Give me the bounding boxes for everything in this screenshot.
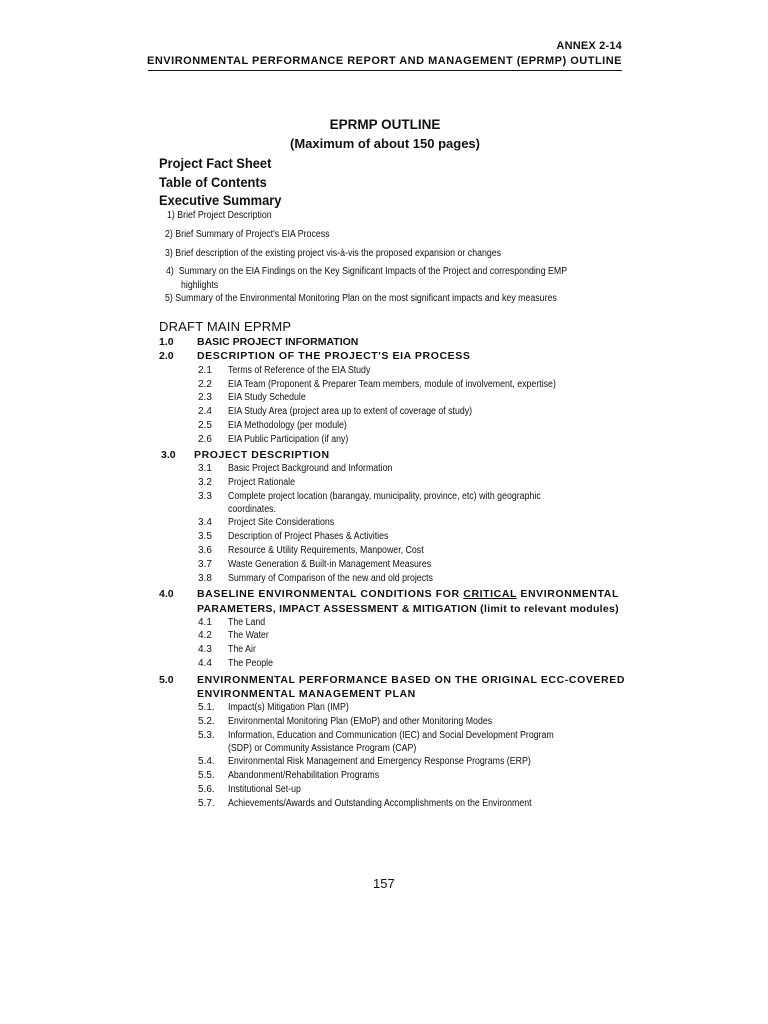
section-title: ENVIRONMENTAL PERFORMANCE BASED ON THE ORIGINAL ECC-COVERED [197,674,626,686]
subsection-text: Resource & Utility Requirements, Manpower, Cost [228,545,424,556]
subsection-text: Environmental Monitoring Plan (EMoP) and other Monitoring Modes [228,716,493,727]
subsection-text: The Air [228,644,256,655]
subsection-number: 3.5 [198,531,212,542]
list-item: 4) Summary on the EIA Findings on the Key Significant Impacts of the Project and corresponding EMP [166,266,568,277]
subsection-number: 5.6. [198,784,215,795]
subsection-text: Terms of Reference of the EIA Study [228,365,371,376]
subsection-text: Complete project location (barangay, municipality, province, etc) with geographic [228,491,541,502]
list-item: 1) Brief Project Description [167,210,272,221]
section-title: BASIC PROJECT INFORMATION [197,336,359,348]
section-number: 5.0 [159,674,174,686]
subsection-text: EIA Study Schedule [228,392,306,403]
section-number: 3.0 [161,449,176,461]
annex-label: ANNEX 2-14 [556,40,622,52]
section-title-continuation: PARAMETERS, IMPACT ASSESSMENT & MITIGATION (limit to relevant modules) [197,603,619,615]
subsection-number: 5.1. [198,702,215,713]
subsection-number: 2.1 [198,365,212,376]
list-item: 3) Brief description of the existing project vis-à-vis the proposed expansion or changes [165,248,502,259]
subsection-number: 5.4. [198,756,215,767]
subsection-text: EIA Study Area (project area up to extent of coverage of study) [228,406,473,417]
subsection-text: The People [228,658,274,669]
document-subtitle: (Maximum of about 150 pages) [290,136,480,151]
subsection-number: 5.5. [198,770,215,781]
header-title: ENVIRONMENTAL PERFORMANCE REPORT AND MANAGEMENT (EPRMP) OUTLINE [147,55,622,67]
section-title-continuation: ENVIRONMENTAL MANAGEMENT PLAN [197,688,416,700]
subsection-text: Achievements/Awards and Outstanding Accomplishments on the Environment [228,798,532,809]
header-rule [148,70,622,71]
subsection-number: 5.3. [198,730,215,741]
section-number: 4.0 [159,588,174,600]
subsection-number: 3.7 [198,559,212,570]
subsection-text: The Land [228,617,266,628]
subsection-number: 2.3 [198,392,212,403]
list-item: 2) Brief Summary of Project's EIA Process [165,229,330,240]
subsection-number: 4.2 [198,630,212,641]
subsection-number: 2.6 [198,434,212,445]
subsection-number: 2.2 [198,379,212,390]
heading-executive-summary: Executive Summary [159,192,282,208]
subsection-number: 3.8 [198,573,212,584]
subsection-text: Institutional Set-up [228,784,301,795]
subsection-continuation: (SDP) or Community Assistance Program (CAP) [228,743,417,754]
subsection-number: 3.2 [198,477,212,488]
subsection-text: Information, Education and Communication (IEC) and Social Development Program [228,730,554,741]
section-number: 2.0 [159,350,174,362]
subsection-number: 3.1 [198,463,212,474]
draft-main-heading: DRAFT MAIN EPRMP [159,319,292,334]
subsection-text: EIA Methodology (per module) [228,420,347,431]
subsection-number: 5.7. [198,798,215,809]
page-number: 157 [373,876,395,891]
subsection-number: 3.6 [198,545,212,556]
subsection-text: Environmental Risk Management and Emergency Response Programs (ERP) [228,756,531,767]
subsection-number: 3.3 [198,491,212,502]
section-title: PROJECT DESCRIPTION [194,449,330,461]
subsection-text: Basic Project Background and Information [228,463,393,474]
subsection-number: 5.2. [198,716,215,727]
subsection-text: Description of Project Phases & Activities [228,531,389,542]
heading-table-of-contents: Table of Contents [159,174,267,190]
subsection-text: EIA Team (Proponent & Preparer Team members, module of involvement, expertise) [228,379,556,390]
subsection-number: 4.4 [198,658,212,669]
subsection-text: Project Rationale [228,477,296,488]
subsection-number: 3.4 [198,517,212,528]
section-title: DESCRIPTION OF THE PROJECT'S EIA PROCESS [197,350,471,362]
subsection-text: Abandonment/Rehabilitation Programs [228,770,380,781]
subsection-number: 2.4 [198,406,212,417]
subsection-text: EIA Public Participation (if any) [228,434,349,445]
subsection-number: 2.5 [198,420,212,431]
subsection-number: 4.3 [198,644,212,655]
subsection-text: Summary of Comparison of the new and old projects [228,573,433,584]
heading-project-fact-sheet: Project Fact Sheet [159,155,272,171]
subsection-continuation: coordinates. [228,504,276,515]
document-title: EPRMP OUTLINE [329,117,441,132]
list-item-continuation: highlights [181,280,219,291]
subsection-text: Impact(s) Mitigation Plan (IMP) [228,702,349,713]
critical-underline: CRITICAL [463,588,517,600]
subsection-text: Waste Generation & Built-in Management Measures [228,559,432,570]
list-item: 5) Summary of the Environmental Monitoring Plan on the most significant impacts and key measures [165,293,557,304]
subsection-number: 4.1 [198,617,212,628]
section-title: BASELINE ENVIRONMENTAL CONDITIONS FOR CRITICAL ENVIRONMENTAL [197,588,619,600]
section-number: 1.0 [159,336,174,348]
subsection-text: Project Site Considerations [228,517,335,528]
subsection-text: The Water [228,630,269,641]
